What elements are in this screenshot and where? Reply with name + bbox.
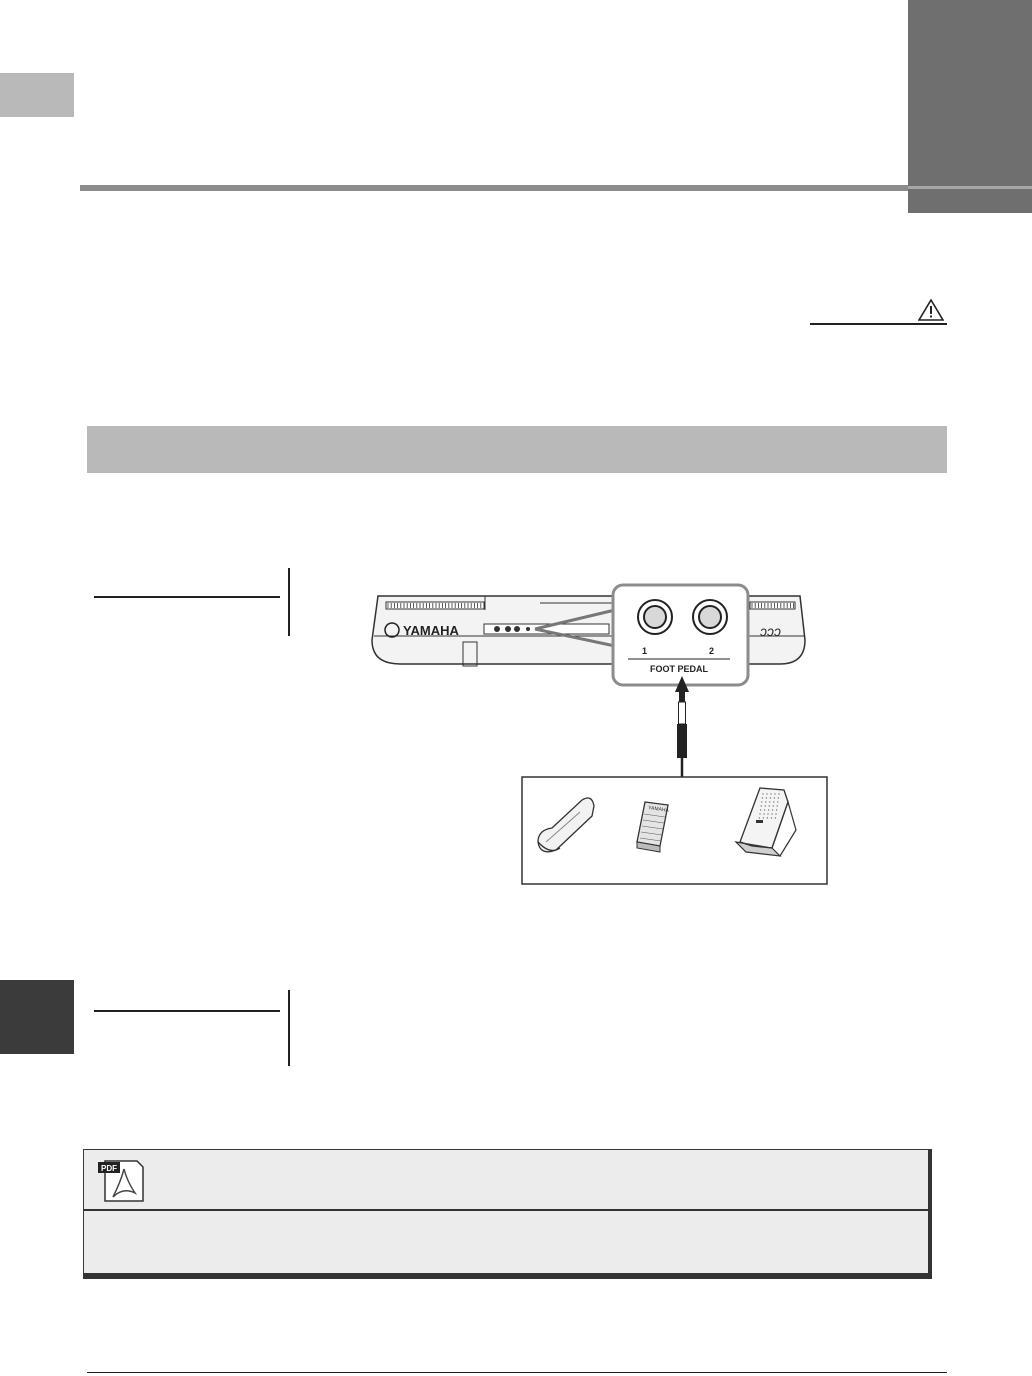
foot-pedal-jack-1 (638, 600, 672, 634)
section-heading-bar (87, 426, 947, 473)
jack-group-label: FOOT PEDAL (650, 664, 708, 674)
side-note-rule-2 (94, 1010, 280, 1012)
model-suffix: ɔɔɔ (760, 623, 781, 639)
brand-label: YAMAHA (403, 623, 459, 638)
corner-tab-stripe (908, 186, 1032, 189)
side-note-divider (288, 568, 290, 636)
caution-rule (810, 323, 947, 325)
page-corner-tab (908, 0, 1032, 213)
foot-pedal-connection-diagram (360, 580, 840, 890)
jack-number-1: 1 (642, 646, 648, 656)
pdf-document-icon (97, 1159, 145, 1203)
chapter-tab (0, 73, 74, 117)
side-note-rule (94, 596, 280, 598)
header-rule (80, 185, 908, 191)
footer-rule (87, 1372, 947, 1373)
warning-icon (918, 299, 944, 321)
phone-plug (677, 724, 687, 758)
side-note-divider-2 (288, 990, 290, 1066)
note-box-divider (83, 1209, 932, 1211)
pedal-brand-label: YAMAHA (647, 805, 670, 814)
foot-pedal-jack-2 (693, 600, 727, 634)
section-index-tab (0, 980, 74, 1054)
reference-note-box (83, 1149, 932, 1279)
jack-number-2: 2 (709, 646, 715, 656)
pdf-badge: PDF (101, 1164, 117, 1173)
